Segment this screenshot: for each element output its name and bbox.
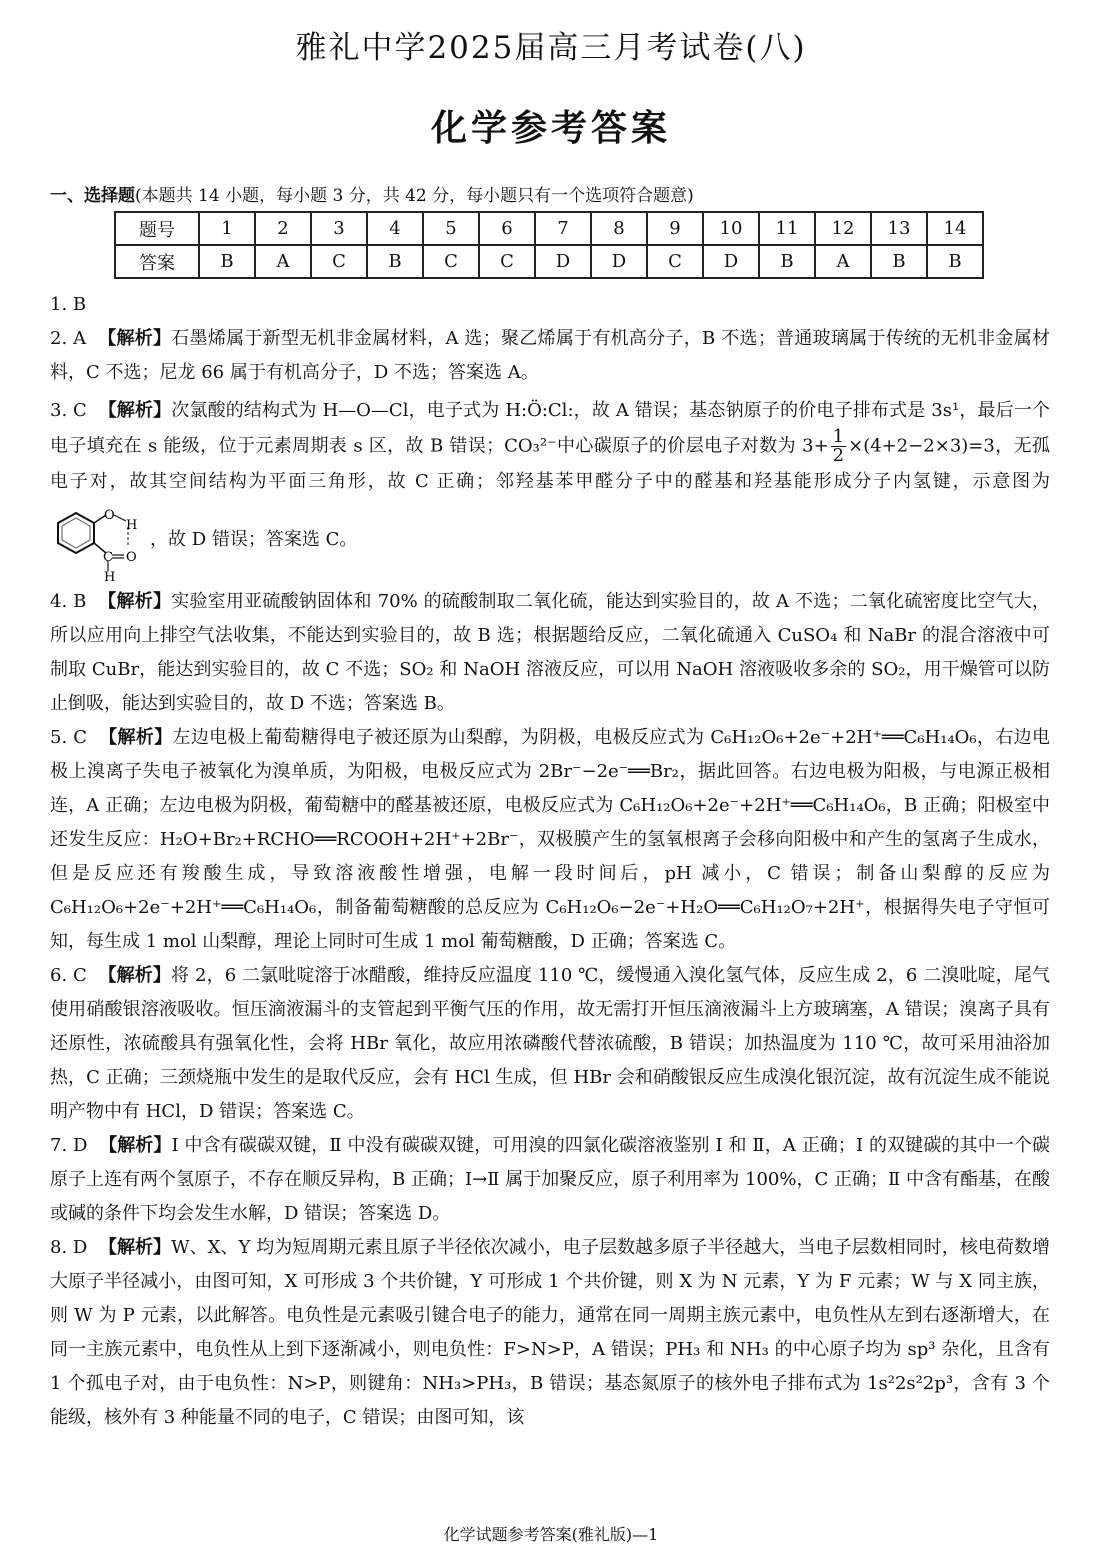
- analysis-tag: 【解析】: [98, 400, 172, 421]
- section-note: (本题共 14 小题，每小题 3 分，共 42 分，每小题只有一个选项符合题意): [135, 186, 694, 206]
- answer-table-answer-cell: B: [367, 245, 423, 278]
- question-1: [50, 288, 1050, 322]
- answer-table-row-label: 题号: [115, 212, 199, 245]
- answer-table-number-cell: 6: [479, 212, 535, 245]
- question-text: 基能形成分子内氢键，示意图为: [773, 471, 1050, 492]
- exam-header: 雅礼中学2025届高三月考试卷(八): [295, 30, 807, 66]
- answer-table-number-cell: 8: [591, 212, 647, 245]
- question-number: 6. C: [50, 965, 87, 986]
- atom-h-label: H: [126, 518, 138, 533]
- answer-table-answer-cell: C: [311, 245, 367, 278]
- question-text: 石墨烯属于新型无机非金属材料，A 选；聚乙烯属于有机高分子，B 不选；普通玻璃属于传统的无机非金属材料，C 不选；尼龙 66 属于有机高分子，D 不选；答案选 A。: [50, 328, 1050, 383]
- answer-table-number-cell: 13: [871, 212, 927, 245]
- question-7: [50, 1129, 1050, 1231]
- answer-table-number-cell: 1: [199, 212, 255, 245]
- atom-h-label: H: [104, 570, 116, 581]
- question-text: 左边电极上葡萄糖得电子被还原为山梨醇，为阴极，电极反应式为 C₆H₁₂O₆+2e⁻+2H⁺══C₆H₁₄O₆，右边电极上溴离子失电子被氧化为溴单质，为阳极，电极反应式为 2Br⁻−2e⁻══Br₂，据此回答。右边电极为阳极，与电源正极相连，A 正确；左边电极为阴极，葡萄糖中的醛基被还原，电极反应式为 C₆H₁₂O₆+2e⁻+2H⁺══C₆H₁₄O₆，B 正确；阳极室中还发生反应：H₂O+Br₂+RCHO══RCOOH+2H⁺+2Br⁻，双极膜产生的氢氧根离子会移向阳极中和产生的氢离子生成水，但是反应还有羧酸生成，导致溶液酸性增强，电解一段时间后，pH 减小，C 错误；制备山梨醇的反应为 C₆H₁₂O₆+2e⁻+2H⁺══C₆H₁₄O₆，制备葡萄糖酸的总反应为 C₆H₁₂O₆−2e⁻+H₂O══C₆H₁₂O₇+2H⁺，根据得失电子守恒可知，每生成 1 mol 山梨醇，理论上同时可生成 1 mol 葡萄糖酸，D 正确；答案选 C。: [50, 727, 1050, 952]
- analysis-tag: 【解析】: [98, 328, 172, 349]
- atom-o-label: O: [126, 550, 137, 565]
- answer-table-answer-row: [115, 245, 983, 278]
- hydrogen-bond-structure-diagram: [54, 499, 146, 581]
- answer-table-answer-cell: A: [255, 245, 311, 278]
- question-number: 2. A: [50, 328, 87, 349]
- answer-table-answer-cell: D: [535, 245, 591, 278]
- answer-table-answer-cell: A: [815, 245, 871, 278]
- question-5: [50, 721, 1050, 959]
- answer-table-answer-cell: B: [759, 245, 815, 278]
- question-text: 将 2，6 二氯吡啶溶于冰醋酸，维持反应温度 110 ℃，缓慢通入溴化氢气体，反应生成 2，6 二溴吡啶，尾气使用硝酸银溶液吸收。恒压滴液漏斗的支管起到平衡气压的作用，故无需打开恒压滴液漏斗上方玻璃塞，A 错误；溴离子具有还原性，浓硫酸具有强氧化性，会将 HBr 氧化，故应用浓磷酸代替浓硫酸，B 错误；加热温度为 110 ℃，故可采用油浴加热，C 正确；三颈烧瓶中发生的是取代反应，会有 HCl 生成，但 HBr 会和硝酸银反应生成溴化银沉淀，故有沉淀生成不能说明产物中有 HCl，D 错误；答案选 C。: [50, 965, 1051, 1122]
- answer-table-answer-cell: C: [647, 245, 703, 278]
- answer-table-answer-cell: C: [423, 245, 479, 278]
- question-number: 1. B: [50, 294, 87, 315]
- answer-table-number-cell: 4: [367, 212, 423, 245]
- fraction: [831, 428, 846, 465]
- question-3: [50, 394, 1050, 581]
- fraction-numerator: 1: [832, 426, 845, 447]
- question-number: 8. D: [50, 1237, 88, 1258]
- analysis-tag: 【解析】: [98, 1237, 172, 1258]
- explanations: [50, 288, 1050, 1435]
- question-text: 次氯酸的结构式为 H—O—Cl，电子式为 H:Ö:Cl:，故 A 错误；基态钠原子的价电子排布式是 3s¹，最后一个电子填充在 s 能级，位于元素周期表 s 区，故 B 错误；CO₃²⁻中心碳原子的价层电子对数为 3+: [50, 400, 1051, 457]
- question-2: [50, 322, 1050, 390]
- atom-c-label: C: [103, 550, 113, 565]
- atom-o-label: O: [104, 508, 115, 523]
- question-text: ，故 D 错误；答案选 C。: [150, 529, 358, 550]
- answer-table-answer-cell: B: [927, 245, 983, 278]
- question-number: 4. B: [50, 591, 87, 612]
- answer-table-answer-cell: D: [591, 245, 647, 278]
- analysis-tag: 【解析】: [99, 727, 173, 748]
- answer-table-number-cell: 3: [311, 212, 367, 245]
- answer-table: [114, 211, 984, 279]
- question-text: W、X、Y 均为短周期元素且原子半径依次减小，电子层数越多原子半径越大，当电子层数相同时，核电荷数增大原子半径减小，由图可知，X 可形成 3 个共价键，Y 可形成 1 个共价键，则 X 为 N 元素，Y 为 F 元素；W 与 X 同主族，则 W 为 P 元素，以此解答。电负性是元素吸引键合电子的能力，通常在同一周期主族元素中，电负性从左到右逐渐增大，在同一主族元素中，电负性从上到下逐渐减小，则电负性：F>N>P，A 错误；PH₃ 和 NH₃ 的中心原子均为 sp³ 杂化，且含有 1 个孤电子对，由于电负性：N>P，则键角：NH₃>PH₃，B 错误；基态氮原子的核外电子排布式为 1s²2s²2p³，含有 3 个能级，核外有 3 种能量不同的电子，C 错误；由图可知，该: [50, 1237, 1050, 1428]
- question-number: 7. D: [50, 1135, 88, 1156]
- question-number: 3. C: [50, 400, 87, 421]
- section-heading-line: [50, 181, 694, 206]
- question-4: [50, 585, 1050, 721]
- answer-table-number-cell: 10: [703, 212, 759, 245]
- question-text: 实验室用亚硫酸钠固体和 70% 的硫酸制取二氧化硫，能达到实验目的，故 A 不选；二氧化硫密度比空气大，所以应用向上排空气法收集，不能达到实验目的，故 B 选；根据题给反应，二氧化硫通入 CuSO₄ 和 NaBr 的混合溶液中可制取 CuBr，能达到实验目的，故 C 不选；SO₂ 和 NaOH 溶液反应，可以用 NaOH 溶液吸收多余的 SO₂，用干燥管可以防止倒吸，能达到实验目的，故 D 不选；答案选 B。: [50, 591, 1051, 714]
- question-text: ×(4+2−2×3)=3，无孤电子对，故其空间结构为平面三角形，故 C 正确；邻羟基苯甲醛分子中的醛基和羟: [50, 435, 1051, 492]
- answer-table-row-label: 答案: [115, 245, 199, 278]
- analysis-tag: 【解析】: [98, 965, 172, 986]
- analysis-tag: 【解析】: [99, 1135, 172, 1156]
- question-number: 5. C: [50, 727, 88, 748]
- answer-table-number-row: [115, 212, 983, 245]
- answer-table-answer-cell: D: [703, 245, 759, 278]
- answer-table-answer-cell: B: [871, 245, 927, 278]
- page-footer: 化学试题参考答案(雅礼版)—1: [443, 1525, 659, 1544]
- analysis-tag: 【解析】: [98, 591, 172, 612]
- question-8: [50, 1231, 1050, 1435]
- page-title: 化学参考答案: [430, 107, 671, 149]
- answer-table-number-cell: 2: [255, 212, 311, 245]
- answer-table-number-cell: 11: [759, 212, 815, 245]
- answer-table-answer-cell: C: [479, 245, 535, 278]
- answer-table-number-cell: 5: [423, 212, 479, 245]
- answer-table-number-cell: 14: [927, 212, 983, 245]
- fraction-denominator: 2: [832, 445, 845, 466]
- section-heading: 一、选择题: [50, 186, 135, 206]
- question-text: Ⅰ 中含有碳碳双键，Ⅱ 中没有碳碳双键，可用溴的四氯化碳溶液鉴别 Ⅰ 和 Ⅱ，A 正确；Ⅰ 的双键碳的其中一个碳原子上连有两个氢原子，不存在顺反异构，B 正确；Ⅰ→Ⅱ 属于加聚反应，原子利用率为 100%，C 正确；Ⅱ 中含有酯基，在酸或碱的条件下均会发生水解，D 错误；答案选 D。: [50, 1135, 1050, 1224]
- answer-table-number-cell: 12: [815, 212, 871, 245]
- question-6: [50, 959, 1050, 1129]
- answer-table-number-cell: 7: [535, 212, 591, 245]
- answer-table-answer-cell: B: [199, 245, 255, 278]
- answer-table-number-cell: 9: [647, 212, 703, 245]
